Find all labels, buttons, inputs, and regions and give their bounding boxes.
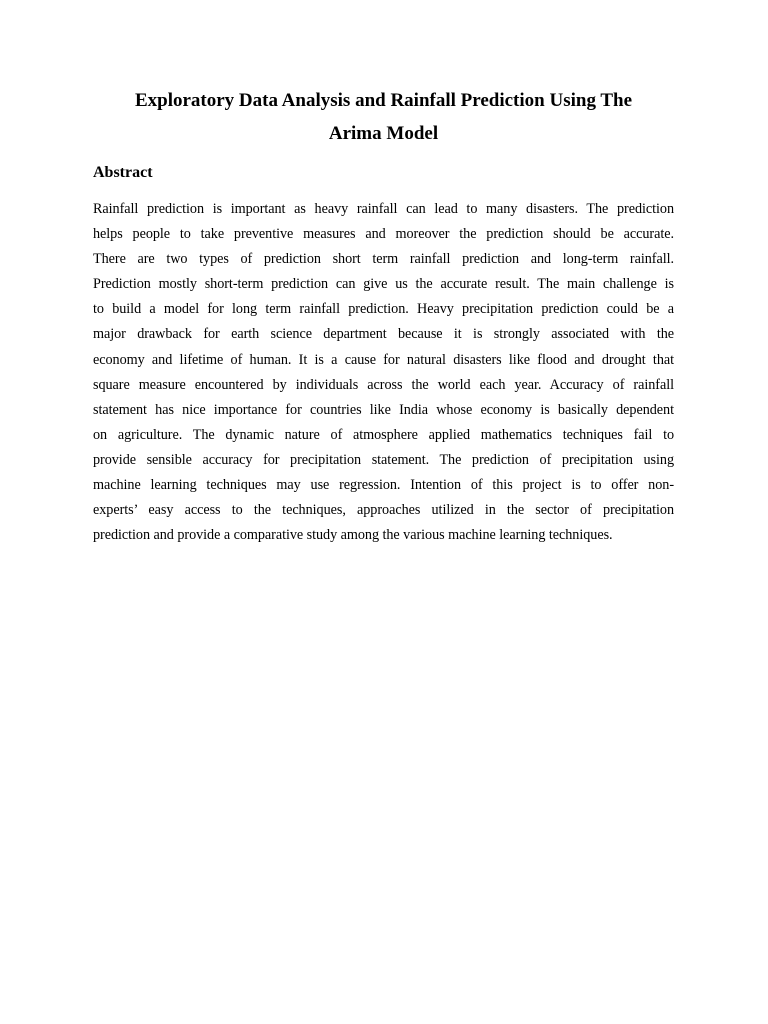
abstract-line: on agriculture. The dynamic nature of atmosphere applied mathematics techniques fail to (93, 426, 674, 443)
paper-title-line-2: Arima Model (328, 123, 439, 144)
abstract-line: There are two types of prediction short term rainfall prediction and long-term rainfall. (93, 251, 674, 268)
document-page (93, 84, 674, 548)
abstract-line: Prediction mostly short-term prediction can give us the accurate result. The main challenge is (93, 276, 674, 293)
abstract-line: prediction and provide a comparative study among the various machine learning techniques. (93, 527, 613, 544)
abstract-paragraph (93, 197, 674, 548)
abstract-line: helps people to take preventive measures and moreover the prediction should be accurate. (93, 226, 674, 243)
abstract-line: to build a model for long term rainfall prediction. Heavy precipitation prediction could be a (93, 301, 674, 318)
abstract-line: economy and lifetime of human. It is a cause for natural disasters like flood and drought that (93, 351, 674, 368)
paper-title-line-1: Exploratory Data Analysis and Rainfall Prediction Using The (134, 90, 633, 111)
abstract-line: experts’ easy access to the techniques, approaches utilized in the sector of precipitation (93, 502, 674, 519)
abstract-line: provide sensible accuracy for precipitation statement. The prediction of precipitation using (93, 451, 674, 468)
abstract-line: square measure encountered by individuals across the world each year. Accuracy of rainfall (93, 376, 674, 393)
abstract-line: statement has nice importance for countries like India whose economy is basically dependent (93, 401, 674, 418)
abstract-heading: Abstract (93, 164, 153, 181)
abstract-line: Rainfall prediction is important as heavy rainfall can lead to many disasters. The prediction (93, 201, 674, 217)
paper-title (93, 84, 674, 150)
abstract-line: machine learning techniques may use regression. Intention of this project is to offer non- (93, 477, 674, 494)
abstract-line: major drawback for earth science department because it is strongly associated with the (93, 326, 674, 343)
